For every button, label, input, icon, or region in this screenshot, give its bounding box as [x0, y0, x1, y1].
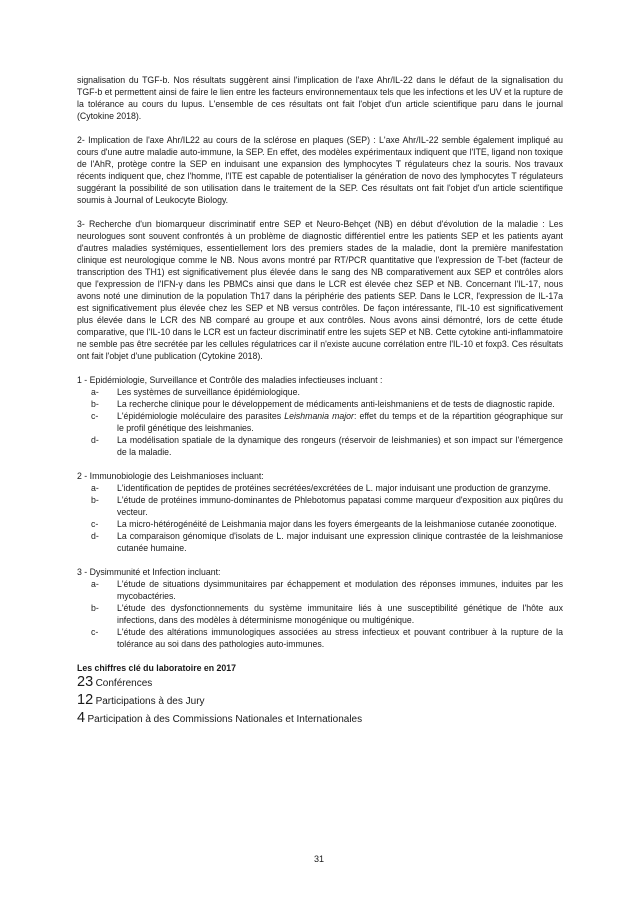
section2-list — [77, 482, 563, 554]
section3-list — [77, 578, 563, 650]
list-item: d- La modélisation spatiale de la dynamique des rongeurs (réservoir de leishmanies) et son impact sur l'émergence de la maladie. — [91, 435, 563, 457]
list-item: a- L'identification de peptides de protéines secrétées/excrétées de L. major induisant une production de granzyme. — [91, 483, 551, 493]
key-figure-row — [77, 692, 563, 710]
section1-title: 1 - Epidémiologie, Surveillance et Contrôle des maladies infectieuses incluant : — [77, 375, 383, 385]
key-figure-label: Participations à des Jury — [95, 696, 205, 707]
list-item: c- L'étude des altérations immunologiques associées au stress infectieux et pouvant contribuer à la rupture de la tolérance au soi dans des pathologies auto-immunes. — [91, 627, 563, 649]
list-item: a- Les systèmes de surveillance épidémiologique. — [91, 387, 300, 397]
section2-title: 2 - Immunobiologie des Leishmanioses incluant: — [77, 471, 264, 481]
key-figure-label: Conférences — [95, 678, 153, 689]
key-figure-row — [77, 710, 563, 728]
list-item: b- La recherche clinique pour le développement de médicaments anti-leishmaniens et de tests de diagnostic rapide. — [91, 399, 555, 409]
key-figures-title: Les chiffres clé du laboratoire en 2017 — [77, 663, 237, 673]
key-figure-number: 23 — [77, 674, 94, 690]
list-item: b- L'étude de protéines immuno-dominantes de Phlebotomus papatasi comme marqueur d'exposition aux piqûres du vecteur. — [91, 495, 563, 517]
section1-list — [77, 386, 563, 458]
section3-title: 3 - Dysimmunité et Infection incluant: — [77, 567, 221, 577]
list-item: c- La micro-hétérogénéité de Leishmania major dans les foyers émergeants de la leishmaniose cutanée zoonotique. — [91, 519, 557, 529]
key-figure-label: Participation à des Commissions Nationales et Internationales — [87, 714, 363, 725]
list-item: b- L'étude des dysfonctionnements du système immunitaire liés à une susceptibilité génétique de l'hôte aux infections, dans des modèles à déterminisme monogénique ou multigénique. — [91, 603, 563, 625]
list-item: a- L'étude de situations dysimmunitaires par échappement et modulation des réponses immunes, induites par les mycobactéries. — [91, 579, 563, 601]
paragraph-sep-ahr: 2- Implication de l'axe Ahr/IL22 au cours de la sclérose en plaques (SEP) : L'axe Ahr/IL-22 semble également impliqué au cours d'une autre maladie auto-immune, la SEP. En effet, des modèles expérimentaux indiquent que l'ITE, ligand non toxique de l'AhR, protège contre la SEP en induisant une expansion des lymphocytes T régulateurs chez la souris. Nos travaux récents indiquent que, chez l'homme, l'ITE est capable de potentialiser la génération de novo des lymphocytes T régulateurs suggérant la possibilité de son utilisation dans le traitement de la SEP. Ces résultats ont fait l'objet d'un article scientifique soumis à Journal of Leukocyte Biology. — [77, 135, 563, 205]
paragraph-lupus-conclusion: signalisation du TGF-b. Nos résultats suggèrent ainsi l'implication de l'axe Ahr/IL-22 dans le défaut de la signalisation du TGF-b et permettent ainsi de faire le lien entre les facteurs environnementaux tels que les infections et les UV et la rupture de la tolérance au cours du lupus. L'ensemble de ces résultats ont fait l'objet d'un article scientifique paru dans le journal (Cytokine 2018). — [77, 75, 563, 121]
key-figure-row — [77, 674, 563, 692]
document-page — [77, 74, 563, 728]
paragraph-biomarker: 3- Recherche d'un biomarqueur discriminatif entre SEP et Neuro-Behçet (NB) en début d'évolution de la maladie : Les neurologues sont souvent confrontés à un problème de diagnostic différentiel entre les patients SEP et les patients ayant d'autres maladies systémiques, essentiellement lors des premiers stades de la maladie, dont la première manifestation clinique est neurologique comme le NB. Nous avons montré par RT/PCR quantitative que l'expression de T-bet (facteur de transcription des TH1) est significativement plus élevée dans le sang des NB comparativement aux SEP et contrôles alors que l'expression de l'IFN-γ dans les PBMCs ainsi que dans le LCR est élevée chez SEP et NB. Concernant l'IL-17, nous avons noté une diminution de la population Th17 dans la périphérie des patients SEP. Dans le LCR, l'expression de IL-17a est significativement plus élevée chez les SEP et NB versus contrôles. De façon intéressante, l'IL-10 est significativement plus élevée dans le LCR des NB comparé au groupe et aux contrôles. Nous avons ainsi démontré, lors de cette étude comparative, que l'IL-10 dans le LCR est un facteur discriminatif entre les sujets SEP et NB. Cette cytokine anti-inflammatoire ne semble pas être secrétée par les cellules régulatrices car il n'existe aucune corrélation entre l'IL-10 et foxp3. Ces résultats ont fait l'objet d'une publication (Cytokine 2018). — [77, 219, 563, 361]
list-item: c- L'épidémiologie moléculaire des parasites Leishmania major: effet du temps et de la répartition géographique sur le profil génétique des leishmanies. — [91, 411, 564, 433]
key-figure-number: 4 — [77, 710, 86, 726]
list-item: d- La comparaison génomique d'isolats de L. major induisant une expression clinique contrastée de la leishmaniose cutanée humaine. — [91, 531, 563, 553]
key-figure-number: 12 — [77, 692, 94, 708]
page-number: 31 — [313, 854, 324, 864]
